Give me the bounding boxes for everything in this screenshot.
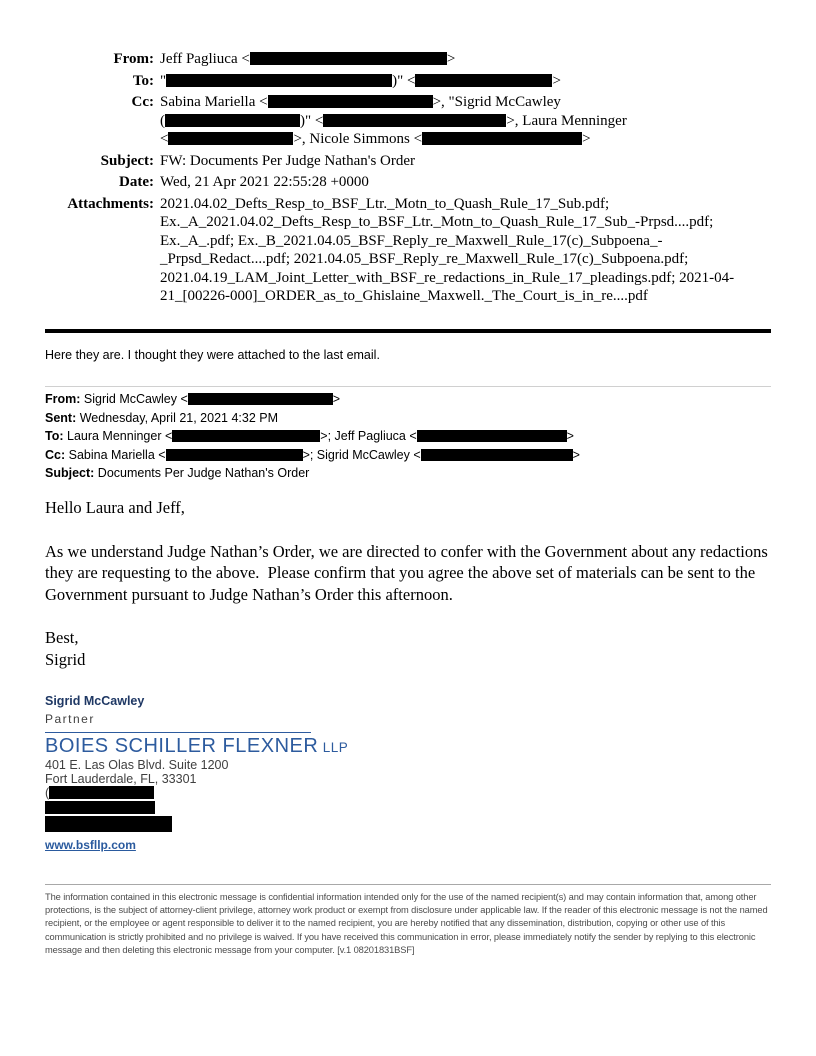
quoted-value-cc: Sabina Mariella < >; Sigrid McCawley < > [65,447,580,462]
quoted-field-subject [45,464,771,483]
quoted-label-subject: Subject: [45,466,95,480]
quoted-value-from: Sigrid McCawley < > [80,392,341,406]
email-body [45,497,771,692]
field-value-date: Wed, 21 Apr 2021 22:55:28 +0000 [160,174,369,190]
redaction-bar [166,449,303,461]
field-value-subject: FW: Documents Per Judge Nathan's Order [160,152,416,169]
quoted-field-cc [45,446,771,465]
forward-note-text: Here they are. I thought they were attached to the last email. [45,348,380,362]
field-label-to: To: [132,72,154,89]
redaction-bar [49,786,154,799]
header-field-from [45,50,771,69]
quoted-field-to [45,427,771,446]
quoted-header-divider-rule [45,386,771,387]
firm-suffix: LLP [322,740,349,755]
redaction-bar [323,114,506,127]
redaction-bar [45,801,155,814]
firm-website-link[interactable]: www.bsfllp.com [45,838,136,852]
thick-divider-rule [45,329,771,333]
email-header-block [45,50,771,309]
field-label-from: From: [113,51,154,67]
signature-block [45,694,445,854]
field-label-subject: Subject: [100,152,154,169]
header-field-subject [45,152,771,171]
signature-name: Sigrid McCawley [45,694,145,708]
body-paragraph: As we understand Judge Nathan’s Order, we are directed to confer with the Government about any redactions they are requesting to the above. Please confirm that you agree the above set of materials can be sent to the Government pursuant to Judge Nathan’s Order this afternoon. [45,541,768,604]
quoted-value-sent: Wednesday, April 21, 2021 4:32 PM [76,410,278,425]
quoted-label-sent: Sent: [45,410,77,425]
redaction-bar [250,52,447,65]
redaction-bar [421,449,573,461]
closing-word: Best, [45,628,79,647]
signature-phone-line1: ( [45,786,445,801]
redaction-bar [166,74,392,87]
header-field-date [45,173,771,192]
firm-address-line2: Fort Lauderdale, FL, 33301 [45,771,197,786]
field-value-from: Jeff Pagliuca < > [160,51,456,67]
firm-address-line1: 401 E. Las Olas Blvd. Suite 1200 [45,758,229,772]
quoted-email-header-block [45,390,771,483]
redaction-bar [422,132,582,145]
field-label-cc: Cc: [131,94,154,110]
signature-title: Partner [45,712,95,726]
quoted-value-to: Laura Menninger < >; Jeff Pagliuca < > [63,429,574,443]
quoted-field-sent [45,409,771,428]
header-field-attachments [45,195,771,306]
redaction-bar [45,816,172,832]
field-value-cc: Sabina Mariella < >, "Sigrid McCawley ( )" < >, Laura Menninger < >, Nicole Simmons < > [160,94,627,147]
quoted-value-subject: Documents Per Judge Nathan's Order [94,466,310,480]
header-field-to [45,72,771,91]
closing-name: Sigrid [45,649,86,669]
signature-divider-rule [45,732,311,733]
body-greeting: Hello Laura and Jeff, [45,498,185,517]
redaction-bar [188,393,333,405]
redaction-bar [417,430,567,442]
header-field-cc [45,93,771,149]
quoted-label-cc: Cc: [45,447,66,462]
redaction-bar [415,74,552,87]
confidentiality-disclaimer: The information contained in this electronic message is confidential information intended only for the use of the named recipient(s) and may contain information that, among other protections, is the subject of attorney-client privilege, attorney work product or exempt from disclosure under applicable law. If the reader of this electronic message is not the named recipient, or the employee or agent responsible to deliver it to the named recipient, you are hereby notified that any dissemination, distribution, copying or other use of this communication is strictly prohibited and no privilege is waived. If you have received this communication in error, please immediately notify the sender by replying to this electronic message and then deleting this electronic message from your computer. [v.1 08201831BSF] [45,892,768,955]
field-label-attachments: Attachments: [67,195,154,212]
quoted-label-from: From: [45,392,81,406]
quoted-label-to: To: [45,429,64,443]
quoted-field-from [45,390,771,409]
field-value-attachments: 2021.04.02_Defts_Resp_to_BSF_Ltr._Motn_to_Quash_Rule_17_Sub.pdf; Ex._A_2021.04.02_Defts_Resp_to_BSF_Ltr._Motn_to_Quash_Rule_17_Sub_-Prpsd....pdf; Ex._A_.pdf; Ex._B_2021.04.05_BSF_Reply_re_Maxwell_Rule_17(c)_Subpoena_-_Prpsd_Redact....pdf; 2021.04.05_BSF_Reply_re_Maxwell_Rule_17(c)_Subpoena.pdf; 2021.04.19_LAM_Joint_Letter_with_BSF_re_redactions_in_Rule_17_pleadings.pdf; 2021-04-21_[00226-000]_ORDER_as_to_Ghislaine_Maxwell._The_Court_is_in_re....pdf [160,195,735,304]
signature-phone-line2 [45,801,445,816]
body-closing [45,627,771,670]
redaction-bar [268,95,433,108]
signature-email-line [45,816,445,834]
redaction-bar [165,114,300,127]
field-label-date: Date: [119,174,154,190]
redaction-bar [168,132,293,145]
disclaimer-divider-rule [45,884,771,885]
field-value-to: " )" < > [160,72,561,89]
redaction-bar [172,430,320,442]
firm-name: BOIES SCHILLER FLEXNER [45,735,319,757]
firm-logo-text [45,735,445,759]
